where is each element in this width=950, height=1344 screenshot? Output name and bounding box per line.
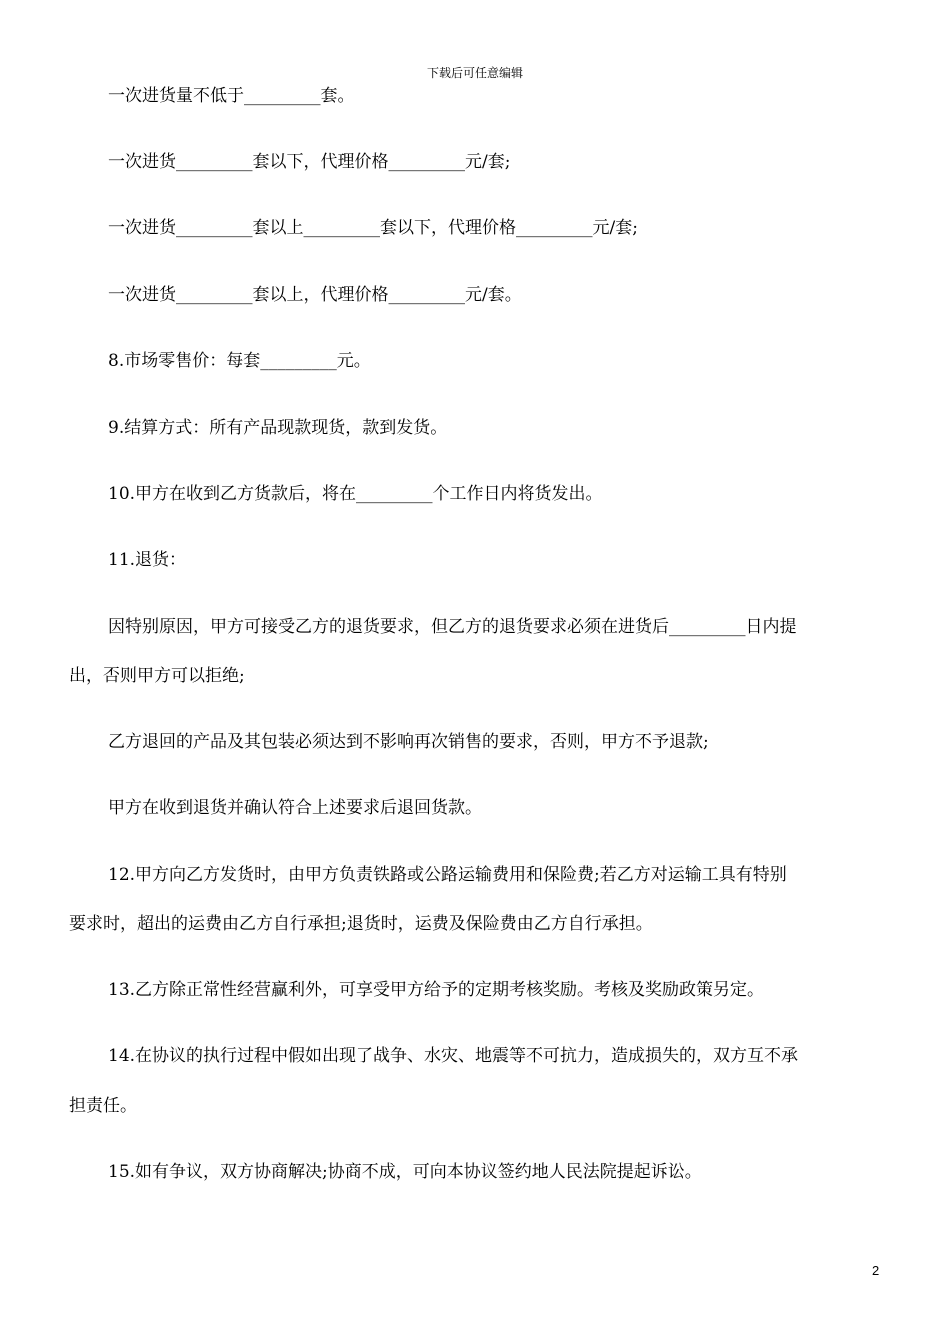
document-line: 13.乙方除正常性经营赢利外，可享受甲方给予的定期考核奖励。考核及奖励政策另定。 [108,980,765,1000]
document-line: 12.甲方向乙方发货时，由甲方负责铁路或公路运输费用和保险费;若乙方对运输工具有特别 [108,865,787,885]
document-line: 一次进货_________套以下，代理价格_________元/套; [108,152,511,172]
header-note: 下载后可任意编辑 [426,66,523,80]
document-line: 甲方在收到退货并确认符合上述要求后退回货款。 [108,798,482,818]
document-line: 要求时，超出的运费由乙方自行承担;退货时，运费及保险费由乙方自行承担。 [69,914,653,934]
document-line: 8.市场零售价：每套_________元。 [108,351,371,371]
document-line: 担责任。 [69,1096,137,1116]
document-line: 一次进货量不低于_________套。 [108,86,355,106]
page-number: 2 [872,1263,880,1278]
document-line: 9.结算方式：所有产品现款现货，款到发货。 [108,418,448,438]
document-line: 14.在协议的执行过程中假如出现了战争、水灾、地震等不可抗力，造成损失的，双方互不承 [108,1046,799,1066]
document-line: 11.退货： [108,550,187,570]
document-line: 出，否则甲方可以拒绝; [69,666,245,686]
document-line: 一次进货_________套以上_________套以下，代理价格_________元/套; [108,218,638,238]
document-line: 一次进货_________套以上，代理价格_________元/套。 [108,285,522,305]
document-line: 因特别原因，甲方可接受乙方的退货要求，但乙方的退货要求必须在进货后_________日内提 [108,617,797,637]
document-line: 乙方退回的产品及其包装必须达到不影响再次销售的要求，否则，甲方不予退款; [108,732,709,752]
document-line: 10.甲方在收到乙方货款后，将在_________个工作日内将货发出。 [108,484,603,504]
document-line: 15.如有争议，双方协商解决;协商不成，可向本协议签约地人民法院提起诉讼。 [108,1162,702,1182]
